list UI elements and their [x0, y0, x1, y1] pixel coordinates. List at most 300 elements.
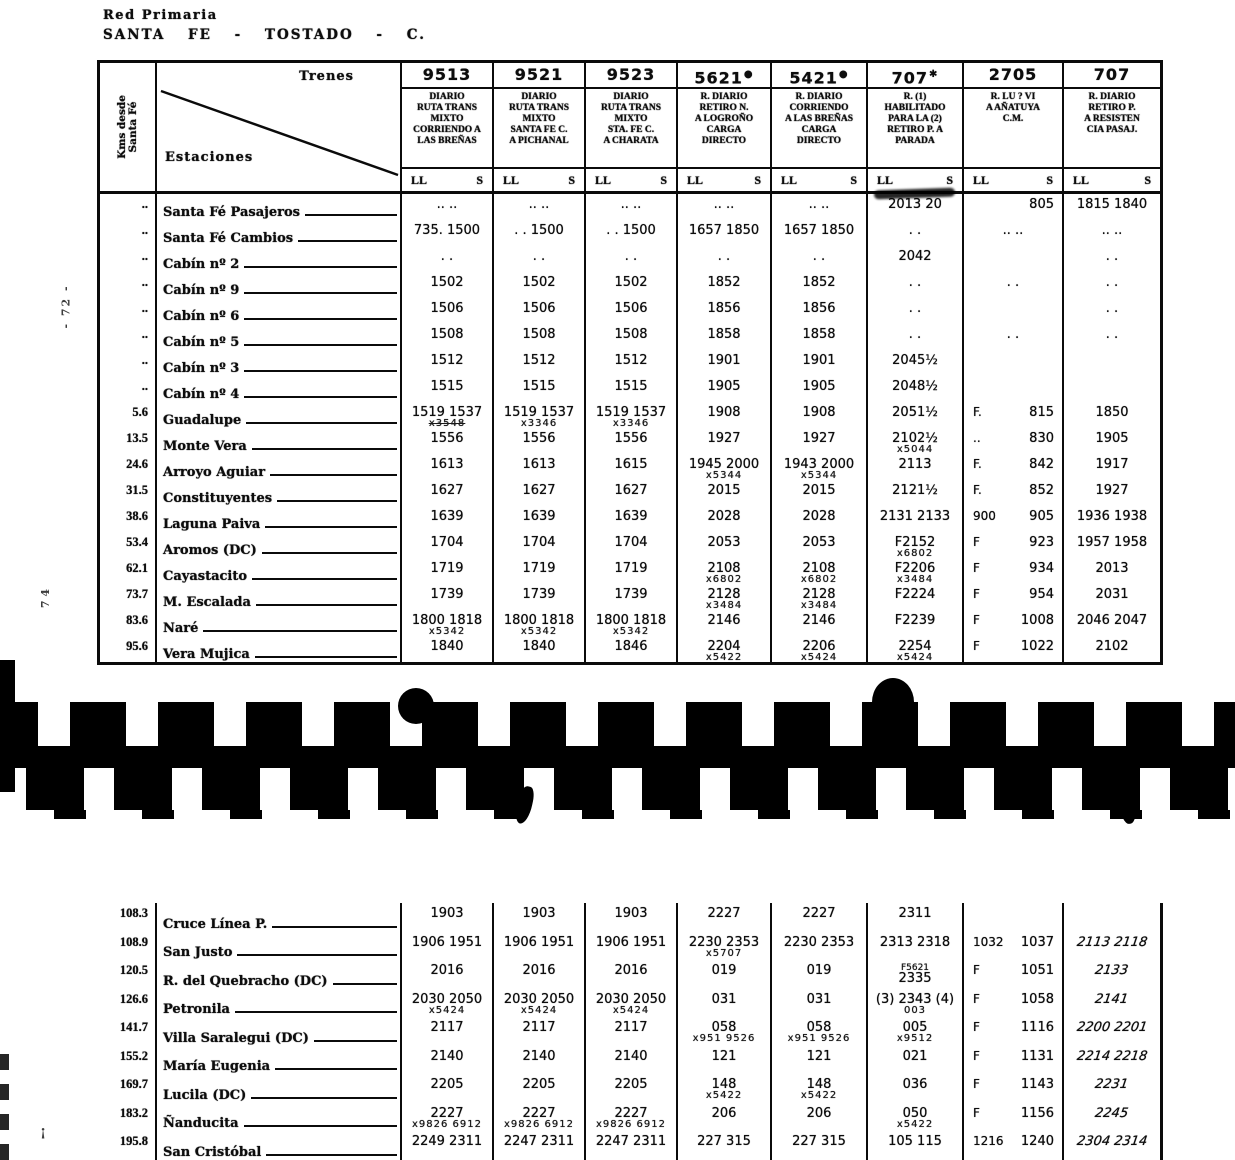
- time-value: 148: [806, 1077, 832, 1092]
- time-cell: [770, 246, 866, 272]
- time-value: 2230 2353: [783, 934, 855, 950]
- time-cell: [492, 610, 584, 636]
- time-cell: [492, 636, 584, 662]
- time-cell: [676, 1074, 770, 1103]
- time-value: 1512: [430, 353, 464, 368]
- train-description-line: RETIRO P.: [1088, 103, 1136, 113]
- station-name-cell: [155, 1017, 400, 1046]
- time-value: 1512: [522, 353, 556, 368]
- time-value: 1627: [614, 483, 648, 498]
- station-name-cell: [155, 532, 400, 558]
- station-name: Aromos (DC): [163, 543, 257, 558]
- time-cell: [962, 272, 1062, 298]
- time-cell: [492, 1074, 584, 1103]
- train-star-mark: ●: [838, 69, 849, 80]
- time-cell: [676, 220, 770, 246]
- time-value: 1719: [430, 561, 464, 576]
- time-cell: [676, 1131, 770, 1160]
- time-cell: [1062, 480, 1160, 506]
- time-value: . .: [1006, 275, 1020, 290]
- time-value: 1903: [522, 906, 556, 921]
- km-value: 169.7: [119, 1077, 148, 1091]
- time-value: 2028: [802, 509, 836, 524]
- time-value: 1657 1850: [688, 223, 760, 238]
- train-description-line: CORRIENDO: [789, 103, 849, 113]
- train-description-line: PARA LA (2): [888, 114, 942, 124]
- s-label: S: [660, 172, 667, 187]
- time-value: 058: [711, 1020, 737, 1035]
- time-value: 1901: [707, 353, 741, 368]
- station-name-cell: [155, 1131, 400, 1160]
- time-cell: [676, 246, 770, 272]
- time-value: 1858: [802, 327, 836, 342]
- arrive-depart-pair: [964, 458, 1062, 471]
- time-value: 121: [711, 1048, 737, 1064]
- time-value: . .: [1105, 275, 1119, 290]
- time-value: 2015: [707, 483, 741, 498]
- time-cell: [492, 376, 584, 402]
- route-title: SANTA FE - TOSTADO - C.: [103, 27, 426, 43]
- train-column-707: [866, 63, 962, 191]
- train-column-5621: [676, 63, 770, 191]
- time-cell: [584, 932, 676, 961]
- time-cell: [492, 220, 584, 246]
- time-cell: [676, 298, 770, 324]
- time-cell: [400, 636, 492, 662]
- km-value: 141.7: [119, 1020, 148, 1034]
- stop-mark: F: [973, 1077, 980, 1091]
- leader-line: [252, 578, 397, 580]
- km-value: ..: [141, 301, 148, 315]
- leader-line: [251, 1097, 397, 1099]
- time-cell: [584, 428, 676, 454]
- time-value: 2030 2050: [503, 991, 575, 1007]
- time-cell: [1062, 989, 1160, 1018]
- leader-line: [244, 1125, 397, 1127]
- time-value: 2247 2311: [503, 1134, 575, 1149]
- time-cell: [400, 532, 492, 558]
- arrive-depart-subheader: [964, 169, 1062, 191]
- time-cell: [400, 584, 492, 610]
- time-value: .. ..: [620, 197, 642, 212]
- time-cell: [584, 220, 676, 246]
- time-cell: [866, 246, 962, 272]
- time-value: 1508: [522, 327, 556, 342]
- time-value: . .: [1105, 249, 1119, 264]
- time-value: . .: [908, 275, 922, 290]
- time-cell: [492, 194, 584, 220]
- station-row: [100, 376, 1160, 402]
- time-value: 830: [1029, 431, 1054, 446]
- time-cell: [770, 506, 866, 532]
- time-cell: [400, 610, 492, 636]
- time-value: 1800 1818: [503, 613, 575, 628]
- time-cell: [866, 610, 962, 636]
- time-cell: [866, 402, 962, 428]
- time-value: 2146: [802, 613, 836, 628]
- time-value: . .: [1105, 301, 1119, 316]
- time-value: 1515: [614, 379, 648, 394]
- station-row: [100, 1017, 1160, 1046]
- station-name-cell: [155, 558, 400, 584]
- station-name: Lucila (DC): [163, 1087, 247, 1103]
- time-value: 105 115: [888, 1134, 942, 1149]
- train-star-mark: ●: [743, 69, 754, 80]
- station-name: Cabín nº 4: [163, 387, 240, 402]
- train-description-line: DIRECTO: [796, 136, 842, 146]
- time-cell: [962, 960, 1062, 989]
- km-value: 38.6: [126, 509, 148, 523]
- station-name-cell: [155, 480, 400, 506]
- time-value: 2030 2050: [411, 991, 483, 1007]
- time-value: 1719: [614, 561, 648, 576]
- stop-mark: F: [973, 613, 980, 627]
- time-value: 2231: [1094, 1077, 1130, 1092]
- station-name: Monte Vera: [163, 439, 247, 454]
- arrive-depart-pair: [964, 640, 1062, 653]
- station-row: [100, 402, 1160, 428]
- arrive-depart-pair: [964, 936, 1062, 949]
- time-cell: [962, 584, 1062, 610]
- time-value: 1508: [430, 327, 464, 342]
- time-cell: [1062, 558, 1160, 584]
- time-cell: [962, 480, 1062, 506]
- stop-mark: 1216: [973, 1134, 1004, 1148]
- time-value: 815: [1029, 405, 1054, 420]
- time-cell: [770, 903, 866, 932]
- time-value: 805: [1029, 197, 1054, 212]
- time-cell: [676, 932, 770, 961]
- train-description-line: RETIRO N.: [699, 103, 749, 113]
- time-cell: [492, 246, 584, 272]
- time-cell: [866, 960, 962, 989]
- train-description: [964, 89, 1062, 169]
- time-value: 2304 2314: [1075, 1134, 1149, 1149]
- time-cell: [1062, 960, 1160, 989]
- station-name-cell: [155, 376, 400, 402]
- time-value: 2128: [802, 587, 836, 602]
- ll-label: LL: [877, 172, 894, 187]
- station-name: Cruce Línea P.: [163, 916, 268, 932]
- station-row: [100, 246, 1160, 272]
- train-column-9513: [400, 63, 492, 191]
- station-name-cell: [155, 584, 400, 610]
- handwritten-note: x9826 6912: [412, 1118, 482, 1130]
- time-cell: [492, 454, 584, 480]
- train-description-line: R. DIARIO: [700, 92, 748, 102]
- time-value: 1240: [1020, 1134, 1054, 1149]
- station-row: [100, 1131, 1160, 1160]
- train-column-9523: [584, 63, 676, 191]
- leader-line: [314, 1040, 397, 1042]
- train-description: [678, 89, 770, 169]
- time-cell: [866, 1017, 962, 1046]
- arrive-depart-pair: [964, 510, 1062, 523]
- arrive-depart-pair: [964, 1050, 1062, 1063]
- time-value: 2016: [522, 963, 556, 978]
- stop-mark: F.: [973, 457, 982, 471]
- train-star-mark: ✱: [929, 69, 939, 80]
- km-value: ..: [141, 327, 148, 341]
- station-row: [100, 584, 1160, 610]
- time-value: 1506: [614, 301, 648, 316]
- train-description-line: RUTA TRANS: [600, 103, 662, 113]
- train-number: 9523: [586, 63, 676, 89]
- handwritten-note: x9826 6912: [596, 1118, 666, 1130]
- handwritten-note: 003: [903, 1004, 927, 1016]
- time-cell: [584, 584, 676, 610]
- leader-line: [333, 983, 397, 985]
- handwritten-note: x3548: [428, 418, 466, 429]
- time-value: 2113: [898, 457, 932, 472]
- time-cell: [1062, 1017, 1160, 1046]
- station-row: [100, 298, 1160, 324]
- leader-line: [244, 370, 397, 372]
- time-cell: [770, 960, 866, 989]
- time-cell: [492, 532, 584, 558]
- station-row: [100, 1046, 1160, 1075]
- time-value: .. ..: [713, 197, 735, 212]
- time-value: 2140: [522, 1048, 556, 1064]
- time-value: .. ..: [1101, 223, 1123, 238]
- station-name: Santa Fé Cambios: [163, 231, 294, 246]
- timetable-lower: [100, 903, 1163, 1160]
- time-value: 1556: [430, 431, 464, 446]
- train-description-line: A RESISTEN: [1084, 114, 1140, 124]
- time-cell: [676, 454, 770, 480]
- time-value: (3) 2343 (4): [875, 991, 955, 1007]
- time-cell: [770, 989, 866, 1018]
- ll-label: LL: [687, 172, 704, 187]
- time-value: 1906 1951: [411, 934, 483, 950]
- time-cell: [400, 1103, 492, 1132]
- time-cell: [676, 324, 770, 350]
- time-cell: [676, 402, 770, 428]
- time-value: 1657 1850: [783, 223, 855, 238]
- time-cell: [866, 558, 962, 584]
- time-value: 1927: [802, 431, 836, 446]
- time-value: 1903: [614, 906, 648, 921]
- station-name-cell: [155, 506, 400, 532]
- time-cell: [866, 454, 962, 480]
- station-name: Cabín nº 3: [163, 361, 240, 376]
- stop-mark: F: [973, 639, 980, 653]
- time-cell: [1062, 298, 1160, 324]
- train-description: [494, 89, 584, 169]
- km-value: ..: [141, 275, 148, 289]
- time-value: 1719: [522, 561, 556, 576]
- time-value: 2247 2311: [595, 1134, 667, 1149]
- time-value: 2108: [707, 561, 741, 576]
- time-cell: [1062, 246, 1160, 272]
- stop-mark: F: [973, 1020, 980, 1034]
- time-value: 2206: [802, 639, 836, 654]
- ll-label: LL: [411, 172, 428, 187]
- time-value: 2205: [614, 1077, 648, 1092]
- time-cell: [584, 350, 676, 376]
- km-value: ..: [141, 353, 148, 367]
- train-description: [586, 89, 676, 169]
- time-value: 1856: [802, 301, 836, 316]
- stop-mark: F.: [973, 405, 982, 419]
- handwritten-note: x5424: [800, 652, 838, 663]
- station-name: Arroyo Aguiar: [163, 465, 266, 480]
- leader-line: [277, 500, 397, 502]
- time-value: 058: [806, 1020, 832, 1035]
- time-cell: [400, 298, 492, 324]
- handwritten-note: x5044: [896, 444, 934, 455]
- station-name: Constituyentes: [163, 491, 273, 506]
- network-title: Red Primaria: [103, 8, 218, 23]
- filmstrip-hole-right: [872, 678, 914, 726]
- time-value: 2053: [802, 535, 836, 550]
- time-cell: [400, 932, 492, 961]
- time-cell: [492, 1103, 584, 1132]
- time-value: . . 1500: [514, 223, 564, 238]
- station-name-cell: [155, 428, 400, 454]
- handwritten-note: x5422: [705, 652, 743, 663]
- time-cell: [770, 932, 866, 961]
- time-cell: [400, 324, 492, 350]
- leader-line: [266, 1154, 397, 1156]
- time-value: 036: [902, 1077, 928, 1092]
- train-description-line: CORRIENDO A: [413, 125, 481, 135]
- km-value: 108.3: [119, 906, 148, 920]
- time-value: 1519 1537: [595, 405, 667, 420]
- arrive-depart-pair: [964, 536, 1062, 549]
- time-value: 2227: [430, 1105, 464, 1121]
- time-value: 1936 1938: [1076, 509, 1148, 524]
- time-cell: [676, 584, 770, 610]
- time-value: 735. 1500: [413, 223, 481, 238]
- leader-line: [244, 266, 397, 268]
- time-value: 1957 1958: [1076, 535, 1148, 550]
- time-value: 954: [1029, 587, 1054, 602]
- leader-line: [244, 344, 397, 346]
- time-cell: [400, 376, 492, 402]
- time-cell: [400, 480, 492, 506]
- station-name-cell: [155, 903, 400, 932]
- time-cell: [770, 298, 866, 324]
- handwritten-note: x5342: [428, 626, 466, 637]
- station-name-cell: [155, 1074, 400, 1103]
- time-cell: [962, 932, 1062, 961]
- time-cell: [1062, 428, 1160, 454]
- time-value: . .: [532, 249, 546, 264]
- arrive-depart-pair: [964, 406, 1062, 419]
- time-value: F2152: [894, 535, 936, 550]
- time-value: 1502: [614, 275, 648, 290]
- time-cell: [400, 506, 492, 532]
- time-cell: [962, 194, 1062, 220]
- time-cell: [492, 272, 584, 298]
- time-value: 1502: [522, 275, 556, 290]
- station-name: Cabín nº 2: [163, 257, 240, 272]
- time-cell: [676, 350, 770, 376]
- time-value: 021: [902, 1048, 928, 1064]
- filmstrip-hole-left: [398, 688, 434, 724]
- s-label: S: [1046, 172, 1053, 187]
- time-value: 1615: [614, 457, 648, 472]
- stop-mark: F: [973, 535, 980, 549]
- leader-line: [203, 630, 397, 632]
- km-value: 13.5: [126, 431, 148, 445]
- train-column-5421: [770, 63, 866, 191]
- time-value: 1639: [522, 509, 556, 524]
- time-value: . .: [1006, 327, 1020, 342]
- time-cell: [492, 932, 584, 961]
- time-cell: [584, 1103, 676, 1132]
- time-value: 1556: [522, 431, 556, 446]
- km-value: 183.2: [119, 1105, 148, 1120]
- train-column-2705: [962, 63, 1062, 191]
- time-value: 2146: [707, 613, 741, 628]
- time-cell: [770, 324, 866, 350]
- time-value: . . 1500: [606, 223, 656, 238]
- station-name: Petronila: [163, 1002, 230, 1017]
- time-value: 1627: [522, 483, 556, 498]
- train-description-line: A CHARATA: [603, 136, 659, 146]
- station-row: [100, 506, 1160, 532]
- stop-mark: F: [973, 963, 980, 977]
- station-name-cell: [155, 1103, 400, 1132]
- arrive-depart-subheader: [678, 169, 770, 191]
- train-description-line: SANTA FE C.: [510, 125, 568, 135]
- station-row: [100, 324, 1160, 350]
- lower-rows: [100, 903, 1160, 1160]
- time-cell: [1062, 1131, 1160, 1160]
- time-value: 2128: [707, 587, 741, 602]
- time-value: 1927: [707, 431, 741, 446]
- station-name: San Cristóbal: [163, 1144, 262, 1160]
- handwritten-note: x5424: [520, 1004, 558, 1016]
- time-cell: [492, 989, 584, 1018]
- time-cell: [770, 454, 866, 480]
- time-value: 1846: [614, 639, 648, 654]
- handwritten-note-above: F5621: [900, 963, 930, 973]
- leader-line: [244, 292, 397, 294]
- time-value: 2045½: [892, 353, 938, 368]
- time-value: 1639: [614, 509, 648, 524]
- document-title-block: [103, 8, 426, 43]
- handwritten-note: x6802: [896, 548, 934, 559]
- leader-line: [265, 526, 397, 528]
- time-cell: [962, 903, 1062, 932]
- time-value: 1903: [430, 906, 464, 921]
- handwritten-note: x5342: [520, 626, 558, 637]
- leader-line: [275, 1068, 397, 1070]
- time-cell: [770, 194, 866, 220]
- train-column-9521: [492, 63, 584, 191]
- s-label: S: [568, 172, 575, 187]
- time-cell: [1062, 350, 1160, 376]
- station-row: [100, 932, 1160, 961]
- km-value: 31.5: [126, 483, 148, 497]
- filmstrip-teeth-bottom: [26, 768, 1235, 810]
- time-cell: [866, 480, 962, 506]
- time-value: 1556: [614, 431, 648, 446]
- time-value: .. ..: [528, 197, 550, 212]
- time-value: 1908: [707, 405, 741, 420]
- time-cell: [584, 454, 676, 480]
- handwritten-note: x5424: [896, 652, 934, 663]
- time-cell: [1062, 932, 1160, 961]
- time-cell: [770, 610, 866, 636]
- time-value: 1058: [1020, 991, 1054, 1007]
- station-name: Naré: [163, 621, 199, 636]
- time-value: 2030 2050: [595, 991, 667, 1007]
- time-value: 2214 2218: [1075, 1048, 1149, 1064]
